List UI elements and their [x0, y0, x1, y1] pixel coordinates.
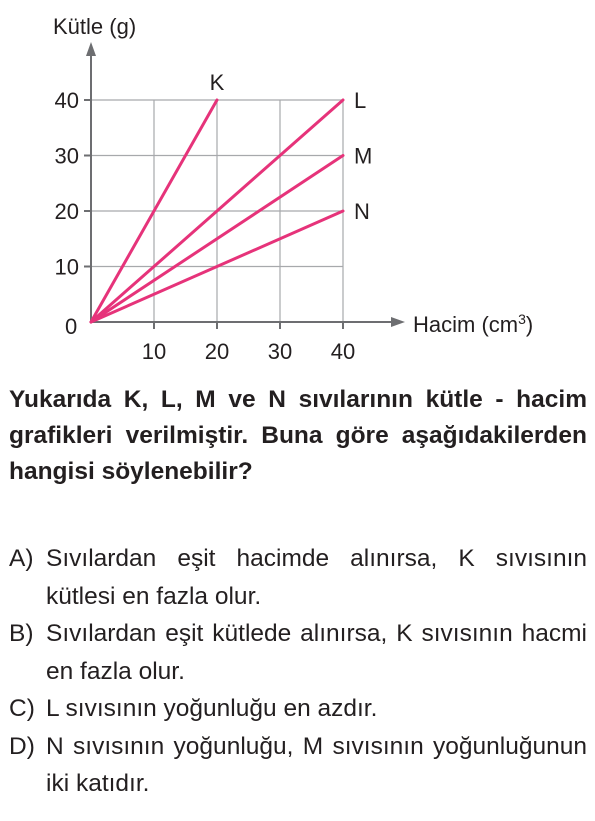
option-b[interactable]: [9, 615, 587, 690]
series-label-m: M: [354, 143, 373, 169]
x-tick-label: 30: [267, 339, 293, 364]
y-tick-label: 20: [54, 199, 79, 224]
series-label-n: N: [354, 199, 370, 224]
x-tick-label: 40: [330, 339, 356, 364]
answer-options: [9, 540, 587, 803]
y-tick-label: 30: [54, 143, 79, 169]
series-label-l: L: [354, 88, 367, 113]
option-a[interactable]: [9, 540, 587, 615]
option-letter: C): [9, 695, 35, 722]
option-text: Sıvılardan eşit hacimde alınırsa, K sıvısının kütlesi en fazla olur.: [46, 545, 587, 610]
option-text: N sıvısının yoğunluğu, M sıvısının yoğunluğunun iki katıdır.: [46, 732, 587, 797]
option-letter: A): [9, 545, 34, 572]
x-axis-arrow-icon: [391, 317, 405, 327]
option-d[interactable]: [9, 728, 587, 803]
origin-label: 0: [65, 314, 78, 339]
question-text: Yukarıda K, L, M ve N sıvılarının kütle - hacim grafikleri verilmiştir. Buna göre aşağıdakilerden hangisi söylenebilir?: [9, 386, 587, 485]
x-tick-label: 20: [204, 339, 230, 364]
y-tick-label: 10: [54, 254, 79, 280]
option-letter: B): [9, 620, 34, 647]
x-axis-label: Hacim $(cm^3)$: [413, 311, 534, 337]
y-axis-arrow-icon: [86, 42, 96, 56]
option-text: Sıvılardan eşit kütlede alınırsa, K sıvısının hacmi en fazla olur.: [46, 620, 587, 685]
mass-volume-chart: [0, 0, 595, 375]
series-label-k: K: [209, 70, 225, 95]
option-c[interactable]: [9, 690, 587, 728]
x-tick-label: 10: [141, 339, 167, 364]
y-axis-label: Kütle (g): [53, 14, 137, 39]
option-letter: D): [9, 732, 35, 760]
option-text: L sıvısının yoğunluğu en azdır.: [46, 695, 378, 722]
y-tick-label: 40: [54, 88, 79, 113]
